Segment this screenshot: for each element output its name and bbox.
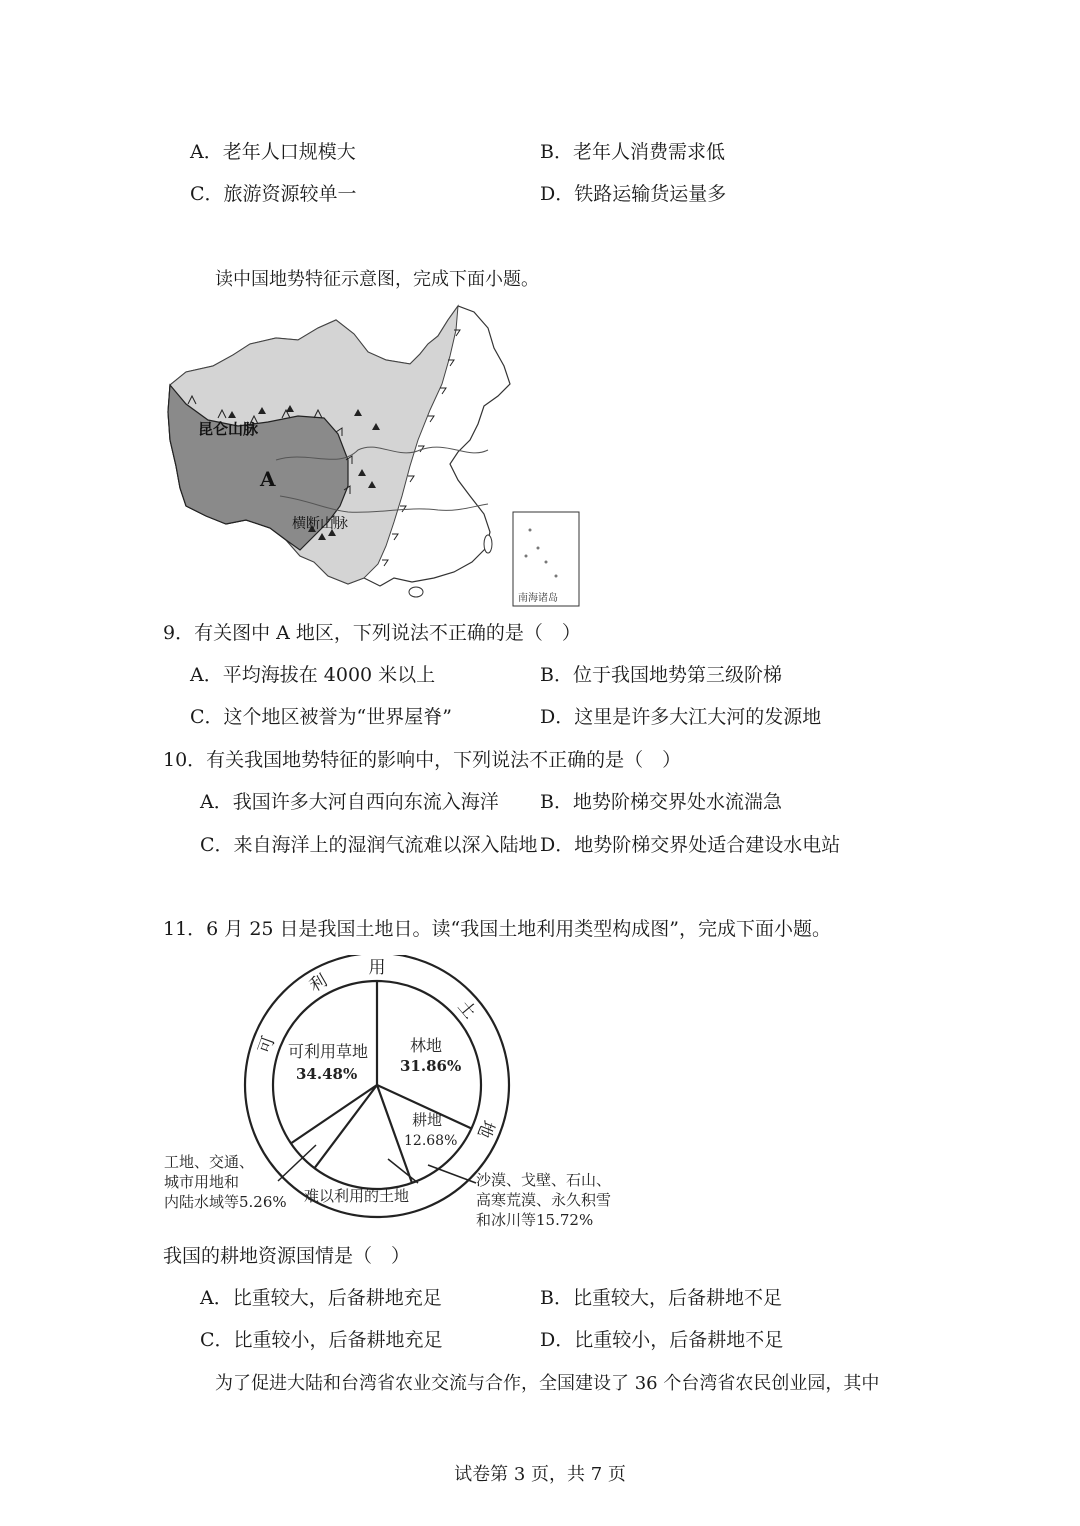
ring-char-1: 利 <box>306 970 331 997</box>
annot-urban-3: 内陆水域等5.26% <box>164 1193 287 1211</box>
value-forest: 31.86% <box>400 1057 462 1075</box>
q9-option-a: A．平均海拔在 4000 米以上 <box>190 664 436 686</box>
page-footer: 试卷第 3 页，共 7 页 <box>454 1464 626 1485</box>
q10-option-d: D．地势阶梯交界处适合建设水电站 <box>540 834 841 856</box>
annot-urban-2: 城市用地和 <box>164 1173 240 1191</box>
annot-unusable: 难以利用的土地 <box>304 1187 410 1205</box>
hainan-island <box>409 587 423 597</box>
slice-boundary-3 <box>315 1085 377 1168</box>
q8-option-d: D．铁路运输货运量多 <box>540 183 727 205</box>
annot-desert-3: 和冰川等15.72% <box>476 1211 594 1229</box>
label-region-a: A <box>260 467 276 491</box>
q11-option-a: A．比重较大，后备耕地充足 <box>200 1287 442 1309</box>
land-use-pie-chart <box>160 955 640 1235</box>
next-paragraph: 为了促进大陆和台湾省农业交流与合作，全国建设了 36 个台湾省农民创业园，其中 <box>215 1373 880 1394</box>
label-cropland: 耕地 <box>412 1111 443 1129</box>
map-intro: 读中国地势特征示意图，完成下面小题。 <box>215 269 539 290</box>
ring-char-2: 用 <box>368 958 386 978</box>
ring-char-4: 地 <box>473 1117 498 1141</box>
q11-option-d: D．比重较小，后备耕地不足 <box>540 1329 784 1351</box>
label-grassland: 可利用草地 <box>288 1042 369 1061</box>
q8-option-b: B．老年人消费需求低 <box>540 141 725 163</box>
label-hengduan: 横断山脉 <box>292 516 348 532</box>
inset-label: 南海诸岛 <box>518 593 558 604</box>
annot-desert-2: 高寒荒漠、永久积雪 <box>476 1191 612 1209</box>
q8-option-a: A．老年人口规模大 <box>190 141 356 163</box>
annot-urban-1: 工地、交通、 <box>164 1153 255 1171</box>
q10-option-c: C．来自海洋上的湿润气流难以深入陆地 <box>200 834 538 856</box>
south-china-sea-inset <box>513 512 579 606</box>
slice-boundary-4 <box>291 1085 377 1143</box>
q8-option-c: C．旅游资源较单一 <box>190 183 357 205</box>
ring-char-3: 土 <box>453 996 480 1023</box>
q9-option-b: B．位于我国地势第三级阶梯 <box>540 664 782 686</box>
value-grassland: 34.48% <box>296 1065 358 1083</box>
label-kunlun: 昆仑山脉 <box>198 420 259 438</box>
q9-option-d: D．这里是许多大江大河的发源地 <box>540 706 822 728</box>
q11-sub-stem: 我国的耕地资源国情是（ ） <box>163 1245 411 1267</box>
value-cropland: 12.68% <box>404 1133 458 1149</box>
q11-option-c: C．比重较小，后备耕地充足 <box>200 1329 443 1351</box>
q11-stem: 11．6 月 25 日是我国土地日。读“我国土地利用类型构成图”，完成下面小题。 <box>163 918 831 940</box>
annot-desert-1: 沙漠、戈壁、石山、 <box>476 1171 612 1189</box>
q9-stem: 9．有关图中 A 地区，下列说法不正确的是（ ） <box>163 622 581 644</box>
ring-char-0: 可 <box>254 1033 280 1057</box>
q10-stem: 10．有关我国地势特征的影响中，下列说法不正确的是（ ） <box>163 749 682 771</box>
china-terrain-map <box>158 300 588 610</box>
q11-option-b: B．比重较大，后备耕地不足 <box>540 1287 782 1309</box>
label-forest: 林地 <box>410 1036 443 1055</box>
q9-option-c: C．这个地区被誉为“世界屋脊” <box>190 706 452 728</box>
q10-option-b: B．地势阶梯交界处水流湍急 <box>540 791 782 813</box>
taiwan-island <box>484 535 492 553</box>
q10-option-a: A．我国许多大河自西向东流入海洋 <box>200 791 499 813</box>
